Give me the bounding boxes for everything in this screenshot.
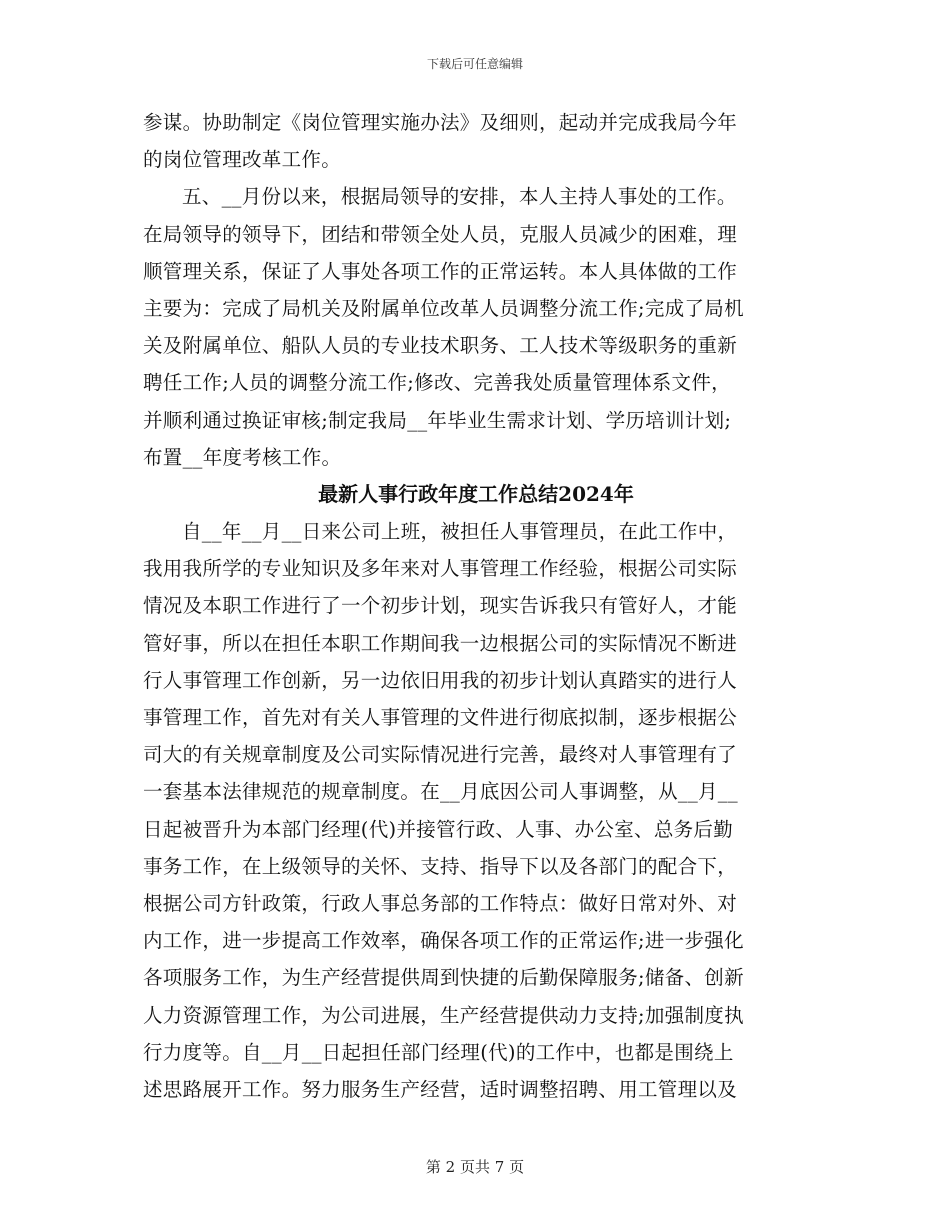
text-line: 在局领导的领导下，团结和带领全处人员，克服人员减少的困难，理 [143,222,738,246]
text-line: 情况及本职工作进行了一个初步计划，现实告诉我只有管好人，才能 [143,594,738,618]
document-body [143,104,809,1108]
text-line: 我用我所学的专业知识及多年来对人事管理工作经验，根据公司实际 [143,557,738,581]
text-line: 内工作，进一步提高工作效率，确保各项工作的正常运作;进一步强化 [143,929,744,953]
text-line: 聘任工作;人员的调整分流工作;修改、完善我处质量管理体系文件， [143,371,731,395]
text-line: 布置__年度考核工作。 [143,445,342,469]
text-line: 人力资源管理工作，为公司进展，生产经营提供动力支持;加强制度执 [143,1003,744,1027]
text-line: 自__年__月__日来公司上班，被担任人事管理员，在此工作中， [182,520,738,544]
text-line: 行力度等。自__月__日起担任部门经理(代)的工作中，也都是围绕上 [143,1040,734,1064]
text-line: 参谋。协助制定《岗位管理实施办法》及细则，起动并完成我局今年 [143,111,738,134]
page-header: 下载后可任意编辑 [426,57,523,71]
text-line: 一套基本法律规范的规章制度。在__月底因公司人事调整，从__月__ [143,780,738,804]
text-line: 事务工作，在上级领导的关怀、支持、指导下以及各部门的配合下， [143,854,738,878]
text-line: 并顺利通过换证审核;制定我局__年毕业生需求计划、学历培训计划; [143,408,732,432]
text-line: 五、__月份以来，根据局领导的安排，本人主持人事处的工作。 [182,185,737,209]
text-line: 各项服务工作，为生产经营提供周到快捷的后勤保障服务;储备、创新 [143,966,744,990]
text-line: 主要为：完成了局机关及附属单位改革人员调整分流工作;完成了局机 [143,296,744,320]
text-line: 根据公司方针政策，行政人事总务部的工作特点：做好日常对外、对 [143,891,738,915]
text-line: 司大的有关规章制度及公司实际情况进行完善，最终对人事管理有了 [143,743,738,767]
page-footer: 第 2 页共 7 页 [425,1158,525,1176]
text-line: 述思路展开工作。努力服务生产经营，适时调整招聘、用工管理以及 [143,1077,738,1101]
text-line: 事管理工作，首先对有关人事管理的文件进行彻底拟制，逐步根据公 [143,706,738,729]
text-line: 的岗位管理改革工作。 [143,148,342,172]
text-line: 行人事管理工作创新，另一边依旧用我的初步计划认真踏实的进行人 [143,668,738,692]
text-line: 关及附属单位、船队人员的专业技术职务、工人技术等级职务的重新 [143,334,738,358]
section-title: 最新人事行政年度工作总结2024年 [318,481,634,506]
text-line: 顺管理关系，保证了人事处各项工作的正常运转。本人具体做的工作 [143,259,738,283]
text-line: 管好事，所以在担任本职工作期间我一边根据公司的实际情况不断进 [143,631,738,655]
text-line: 日起被晋升为本部门经理(代)并接管行政、人事、办公室、总务后勤 [143,817,734,841]
